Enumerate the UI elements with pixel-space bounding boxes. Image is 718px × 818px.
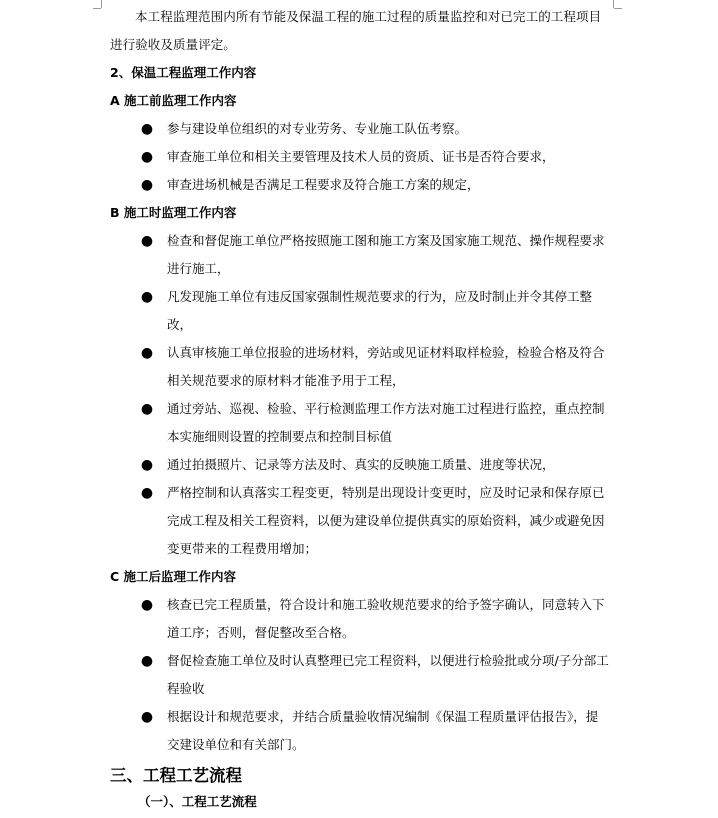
list-item-text: 根据设计和规范要求，并结合质量验收情况编制《保温工程质量评估报告》，提交建设单位和有关部门。 [167,709,599,752]
list-item [110,647,610,703]
margin-marker [93,8,101,9]
block-c-list [110,591,610,759]
block-b-heading: B 施工时监理工作内容 [110,205,237,220]
list-item [110,451,610,479]
list-item [110,227,610,283]
section-3-heading: 三、工程工艺流程 [110,766,242,785]
list-item-text: 审查进场机械是否满足工程要求及符合施工方案的规定， [167,177,480,192]
list-item [110,395,610,451]
bullet-icon: ● [140,177,154,193]
list-item [110,591,610,647]
bullet-icon: ● [140,653,154,669]
list-item [110,143,610,171]
bullet-icon: ● [140,121,154,137]
margin-marker [613,0,614,8]
list-item-text: 参与建设单位组织的对专业劳务、专业施工队伍考察。 [167,121,468,136]
document-body [110,0,610,813]
list-item-text: 通过旁站、巡视、检验、平行检测监理工作方法对施工过程进行监控，重点控制本实施细则设置的控制要点和控制目标值 [167,401,605,444]
bullet-icon: ● [140,345,154,361]
bullet-icon: ● [140,289,154,305]
block-c-heading: C 施工后监理工作内容 [110,569,237,584]
list-item [110,703,610,759]
bullet-icon: ● [140,233,154,249]
list-item [110,283,610,339]
margin-marker [614,8,622,9]
list-item [110,339,610,395]
block-a-list [110,115,610,199]
list-item-text: 认真审核施工单位报验的进场材料，旁站或见证材料取样检验，检验合格及符合相关规范要求的原材料才能准予用于工程， [167,345,605,388]
bullet-icon: ● [140,485,154,501]
list-item-text: 审查施工单位和相关主要管理及技术人员的资质、证书是否符合要求， [167,149,555,164]
subsection-heading: （一）、工程工艺流程 [138,794,257,809]
list-item-text: 督促检查施工单位及时认真整理已完工程资料，以便进行检验批或分项/子分部工程验收 [167,653,609,696]
list-item-text: 凡发现施工单位有违反国家强制性规范要求的行为，应及时制止并令其停工整改， [167,289,593,332]
list-item-text: 核查已完工程质量，符合设计和施工验收规范要求的给予签字确认，同意转入下道工序；否则，督促整改至合格。 [167,597,605,640]
bullet-icon: ● [140,401,154,417]
bullet-icon: ● [140,709,154,725]
block-a-heading: A 施工前监理工作内容 [110,93,237,108]
intro-paragraph: 本工程监理范围内所有节能及保温工程的施工过程的质量监控和对已完工的工程项目进行验收及质量评定。 [110,9,602,52]
block-b-list [110,227,610,563]
bullet-icon: ● [140,149,154,165]
section-2-heading: 2、保温工程监理工作内容 [110,65,257,80]
bullet-icon: ● [140,457,154,473]
list-item [110,115,610,143]
list-item-text: 通过拍摄照片、记录等方法及时、真实的反映施工质量、进度等状况， [167,457,555,472]
margin-marker [101,0,102,8]
list-item [110,479,610,563]
list-item-text: 检查和督促施工单位严格按照施工图和施工方案及国家施工规范、操作规程要求进行施工， [167,233,605,276]
list-item-text: 严格控制和认真落实工程变更，特别是出现设计变更时，应及时记录和保存原已完成工程及相关工程资料，以便为建设单位提供真实的原始资料，减少或避免因变更带来的工程费用增加； [167,485,605,556]
bullet-icon: ● [140,597,154,613]
list-item [110,171,610,199]
